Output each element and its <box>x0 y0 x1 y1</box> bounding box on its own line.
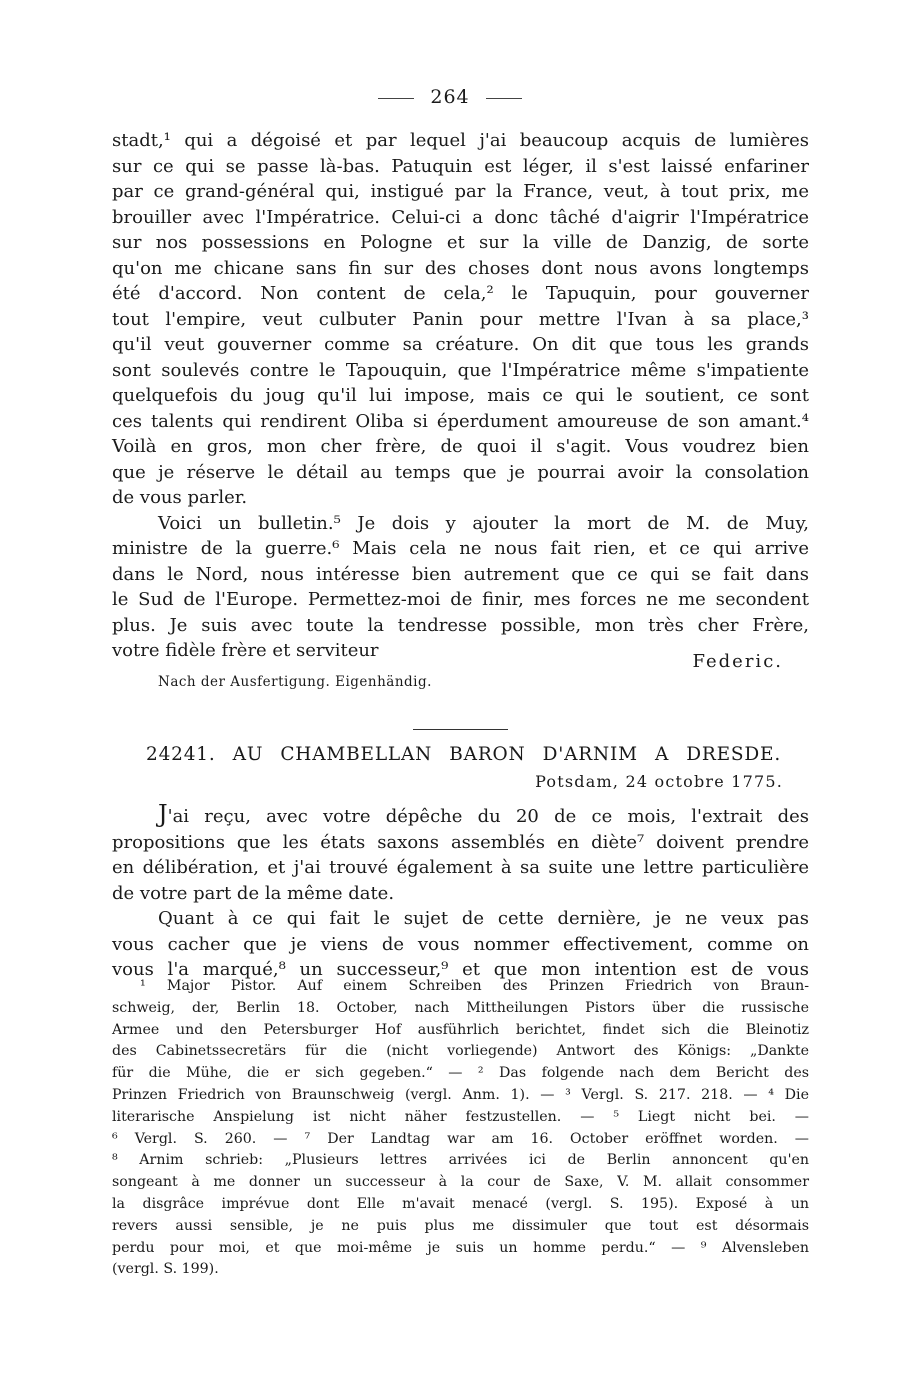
text-line: plus. Je suis avec toute la tendresse possible, mon très cher Frère, <box>112 614 809 636</box>
letter-heading <box>112 742 809 768</box>
text-line: Voici un bulletin.⁵ Je dois y ajouter la mort de M. de Muy, <box>158 512 809 534</box>
footnote-line: revers aussi sensible, je ne puis plus me dissimuler que tout est désormais <box>112 1217 809 1234</box>
paragraph-successor <box>112 906 809 983</box>
source-note: Nach der Ausfertigung. Eigenhändig. <box>158 673 432 690</box>
paragraph-letter-opening <box>112 802 809 906</box>
letter-title: AU CHAMBELLAN BARON D'ARNIM A DRESDE. <box>232 744 781 765</box>
page-header <box>0 86 900 108</box>
section-divider <box>413 729 508 730</box>
letter-place-date <box>112 769 809 795</box>
text-line: en délibération, et j'ai trouvé également à sa suite une lettre particulière <box>112 857 809 878</box>
text-line: stadt,¹ qui a dégoisé et par lequel j'ai beaucoup acquis de lumières <box>112 130 809 151</box>
paragraph-bulletin <box>112 511 809 672</box>
footnote-line: literarische Anspielung ist nicht näher festzustellen. — ⁵ Liegt nicht bei. — <box>112 1108 809 1125</box>
footnote-line: des Cabinetssecretärs für die (nicht vorliegende) Antwort des Königs: „Dankte <box>112 1043 809 1060</box>
footnote-line: songeant à me donner un successeur à la cour de Saxe, V. M. allait consommer <box>112 1174 809 1191</box>
page-number: 264 <box>430 86 470 108</box>
text-line: qu'on me chicane sans fin sur des choses dont nous avons longtemps <box>112 257 809 279</box>
text-line: vous cacher que je viens de vous nommer effectivement, comme on <box>112 933 809 955</box>
closing-row <box>112 638 809 672</box>
text-line: dans le Nord, nous intéresse bien autrement que ce qui se fait dans <box>112 563 809 585</box>
main-text <box>112 128 809 983</box>
text-line: propositions que les états saxons assemblés en diète⁷ doivent prendre <box>112 831 809 853</box>
text-line-rest: 'ai reçu, avec votre dépêche du 20 de ce mois, l'extrait des <box>167 806 809 827</box>
footnote-line: ⁶ Vergl. S. 260. — ⁷ Der Landtag war am 16. October eröffnet worden. — <box>112 1130 809 1147</box>
text-line: de vous parler. <box>112 487 248 508</box>
text-line: brouiller avec l'Impératrice. Celui-ci a donc tâché d'aigrir l'Impératrice <box>112 206 809 228</box>
text-line <box>112 802 809 830</box>
closing-formula: votre fidèle frère et serviteur <box>112 640 379 661</box>
text-line: par ce grand-général qui, instigué par la France, veut, à tout prix, me <box>112 181 809 202</box>
header-dash-left <box>378 98 414 99</box>
text-line: sont soulevés contre le Tapouquin, que l'Impératrice même s'impatiente <box>112 359 809 381</box>
initial-letter: J <box>158 800 168 828</box>
spacer <box>112 794 809 802</box>
footnote-line: la disgrâce imprévue dont Elle m'avait menacé (vergl. S. 195). Exposé à un <box>112 1195 809 1212</box>
text-line: sur nos possessions en Pologne et sur la ville de Danzig, de sorte <box>112 232 809 253</box>
text-line: sur ce qui se passe là-bas. Patuquin est léger, il s'est laissé enfariner <box>112 155 809 177</box>
footnote-line: Prinzen Friedrich von Braunschweig (vergl. Anm. 1). — ³ Vergl. S. 217. 218. — ⁴ Die <box>112 1086 809 1103</box>
footnote-line: (vergl. S. 199). <box>112 1261 219 1278</box>
text-line: que je réserve le détail au temps que je pourrai avoir la consolation <box>112 461 809 483</box>
footnote-line: ⁸ Arnim schrieb: „Plusieurs lettres arrivées ici de Berlin annoncent qu'en <box>112 1152 809 1169</box>
footnotes <box>112 976 809 1281</box>
text-line: de votre part de la même date. <box>112 882 395 904</box>
text-line: tout l'empire, veut culbuter Panin pour mettre l'Ivan à sa place,³ <box>112 308 809 330</box>
text-line: ces talents qui rendirent Oliba si éperdument amoureuse de son amant.⁴ <box>112 410 809 432</box>
letter-date: 24 octobre 1775. <box>625 771 783 791</box>
footnote-line: schweig, der, Berlin 18. October, nach Mittheilungen Pistors über die russische <box>112 999 809 1016</box>
text-line: été d'accord. Non content de cela,² le Tapuquin, pour gouverner <box>112 283 809 304</box>
text-line: ministre de la guerre.⁶ Mais cela ne nous fait rien, et ce qui arrive <box>112 538 809 559</box>
letter-place: Potsdam, <box>535 771 620 791</box>
text-line: qu'il veut gouverner comme sa créature. On dit que tous les grands <box>112 334 809 355</box>
footnote-line: perdu pour moi, et que moi-même je suis un homme perdu.“ — ⁹ Alvensleben <box>112 1239 809 1256</box>
signature: Federic. <box>692 651 783 672</box>
text-line: le Sud de l'Europe. Permettez-moi de finir, mes forces ne me secondent <box>112 589 809 610</box>
text-line: Voilà en gros, mon cher frère, de quoi il s'agit. Vous voudrez bien <box>112 436 809 457</box>
footnote-line: ¹ Major Pistor. Auf einem Schreiben des Prinzen Friedrich von Braun- <box>140 978 809 994</box>
text-line: Quant à ce qui fait le sujet de cette dernière, je ne veux pas <box>158 908 809 929</box>
footnote-line: für die Mühe, die er sich gegeben.“ — ² Das folgende nach dem Bericht des <box>112 1065 809 1082</box>
footnote-line: Armee und den Petersburger Hof ausführlich berichtet, findet sich die Bleinotiz <box>112 1021 809 1038</box>
letter-number: 24241. <box>146 744 216 765</box>
paragraph-continuation <box>112 128 809 511</box>
text-line: quelquefois du joug qu'il lui impose, mais ce qui le soutient, ce sont <box>112 385 809 406</box>
header-dash-right <box>486 98 522 99</box>
text-line: vous l'a marqué,⁸ un successeur,⁹ et que mon intention est de vous <box>112 959 809 980</box>
